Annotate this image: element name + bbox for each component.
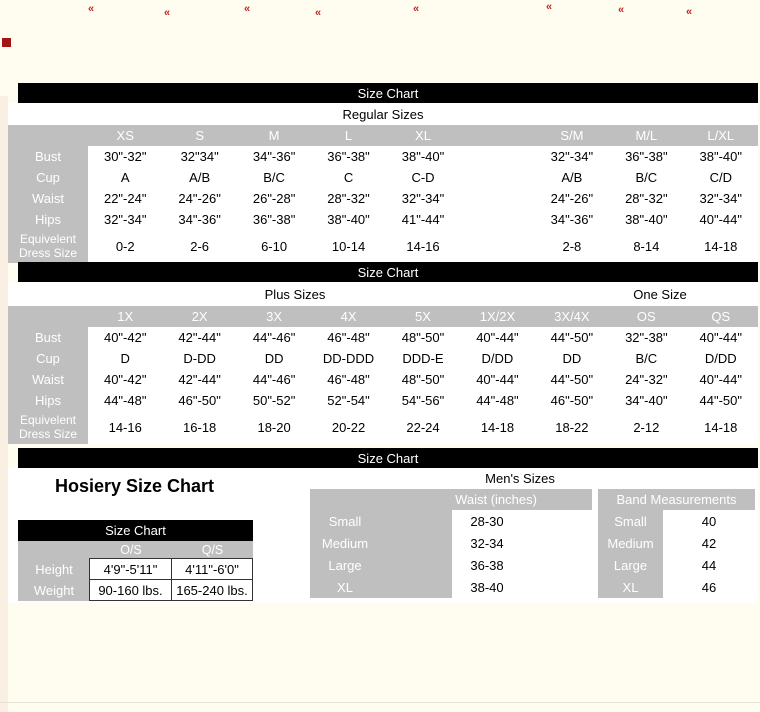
column-header: 2X: [162, 306, 236, 327]
table-cell: 44: [663, 554, 755, 576]
filler-cell: [380, 532, 452, 554]
column-header: QS: [684, 306, 758, 327]
table-cell: 38-40: [452, 576, 592, 598]
table-cell: 52"-54": [311, 390, 385, 411]
table-cell: D: [88, 348, 162, 369]
regular-sizes-table: [8, 125, 758, 263]
row-label: Waist: [8, 369, 88, 390]
table-cell: 40"-44": [460, 369, 534, 390]
table-cell: 14-18: [684, 230, 758, 263]
table-cell: D/DD: [460, 348, 534, 369]
table-cell: B/C: [609, 348, 683, 369]
table-cell: 2-8: [535, 230, 609, 263]
table-cell: 24"-32": [609, 369, 683, 390]
row-label: Medium: [310, 532, 380, 554]
table-cell: 42"-44": [162, 369, 236, 390]
column-header: L: [311, 125, 385, 146]
table-cell: 44"-50": [535, 327, 609, 348]
table-cell: DD: [237, 348, 311, 369]
table-cell: 28"-32": [609, 188, 683, 209]
row-label: Weight: [18, 580, 90, 601]
table-cell: 4'11"-6'0": [171, 558, 253, 580]
column-header: [460, 125, 534, 146]
table-row: [8, 230, 758, 263]
red-artifact-icon: «: [88, 3, 95, 15]
table-header-row: [8, 306, 758, 327]
red-artifact-icon: «: [164, 7, 171, 19]
red-artifact-icon: «: [546, 1, 553, 13]
table-cell: DDD-E: [386, 348, 460, 369]
row-label: Height: [18, 559, 90, 580]
table-cell: D-DD: [162, 348, 236, 369]
column-header: 5X: [386, 306, 460, 327]
filler-cell: [380, 510, 452, 532]
table-cell: 34"-40": [609, 390, 683, 411]
table-cell: 2-12: [609, 411, 683, 444]
table-row: [8, 188, 758, 209]
table-cell: 0-2: [88, 230, 162, 263]
table-cell: 40"-44": [684, 209, 758, 230]
table-row: [8, 327, 758, 348]
row-label: Equivelent Dress Size: [8, 230, 88, 263]
page-bottom-edge: [0, 702, 760, 703]
table-cell: 34"-36": [237, 146, 311, 167]
row-label: Waist: [8, 188, 88, 209]
row-label: XL: [310, 576, 380, 598]
row-label: Large: [310, 554, 380, 576]
column-header: XL: [386, 125, 460, 146]
table-cell: 36"-38": [609, 146, 683, 167]
row-label: Large: [598, 554, 663, 576]
filler-cell: [380, 576, 452, 598]
table-cell: 46"-48": [311, 327, 385, 348]
table-cell: 8-14: [609, 230, 683, 263]
table-cell: A/B: [162, 167, 236, 188]
table-cell: 6-10: [237, 230, 311, 263]
table-cell: 24"-26": [535, 188, 609, 209]
table-cell: 10-14: [311, 230, 385, 263]
row-label-spacer: [18, 541, 90, 559]
column-header: S/M: [535, 125, 609, 146]
row-label: Medium: [598, 532, 663, 554]
table-cell: 26"-28": [237, 188, 311, 209]
table-row: [8, 390, 758, 411]
table-cell: 165-240 lbs.: [171, 579, 253, 601]
subtitle-text: Regular Sizes: [342, 106, 424, 122]
table-cell: C: [311, 167, 385, 188]
table-cell: 40"-42": [88, 369, 162, 390]
table-row: [18, 559, 253, 580]
table-cell: A: [88, 167, 162, 188]
table-cell: 38"-40": [311, 209, 385, 230]
table-row: [8, 411, 758, 444]
regular-sizes-subtitle: [8, 103, 758, 125]
row-label-spacer: [8, 306, 88, 327]
row-label: Bust: [8, 146, 88, 167]
table-row: [310, 554, 592, 576]
table-row: [598, 576, 755, 598]
size-chart-bar-plus: [18, 262, 758, 282]
size-chart-bar-regular: [18, 83, 758, 103]
column-header: Q/S: [172, 541, 253, 559]
table-cell: 24"-26": [162, 188, 236, 209]
table-cell: 41"-44": [386, 209, 460, 230]
column-header: 4X: [311, 306, 385, 327]
table-cell: 20-22: [311, 411, 385, 444]
table-cell: 42"-44": [162, 327, 236, 348]
table-cell: [460, 167, 534, 188]
table-cell: [460, 146, 534, 167]
table-cell: 34"-36": [162, 209, 236, 230]
bar-title: Size Chart: [105, 523, 166, 538]
plus-sizes-table: [8, 306, 758, 444]
table-cell: 40"-44": [684, 327, 758, 348]
table-row: [8, 348, 758, 369]
column-header: 1X: [88, 306, 162, 327]
waist-table-header: Waist (inches): [310, 489, 592, 510]
table-cell: 40"-44": [460, 327, 534, 348]
table-cell: 18-22: [535, 411, 609, 444]
column-header: 1X/2X: [460, 306, 534, 327]
table-cell: 44"-50": [684, 390, 758, 411]
table-cell: 32"-34": [535, 146, 609, 167]
table-cell: 90-160 lbs.: [89, 579, 172, 601]
band-table-header: Band Measurements: [598, 489, 755, 510]
red-artifact-icon: «: [413, 3, 420, 15]
column-header: L/XL: [684, 125, 758, 146]
table-cell: 22-24: [386, 411, 460, 444]
column-header: 3X: [237, 306, 311, 327]
table-cell: [460, 188, 534, 209]
table-cell: C/D: [684, 167, 758, 188]
row-label: Cup: [8, 167, 88, 188]
table-cell: 38"-40": [386, 146, 460, 167]
table-cell: 32-34: [452, 532, 592, 554]
mens-waist-table: [310, 489, 592, 598]
hosiery-size-chart-bar: [18, 520, 253, 541]
table-cell: 46"-50": [162, 390, 236, 411]
table-cell: 14-18: [684, 411, 758, 444]
table-cell: 32"-38": [609, 327, 683, 348]
table-cell: 38"-40": [684, 146, 758, 167]
hosiery-table: [18, 541, 253, 601]
row-label: XL: [598, 576, 663, 598]
row-label: Small: [598, 510, 663, 532]
table-row: [8, 167, 758, 188]
page-edge-strip: [0, 96, 8, 712]
table-cell: 48"-50": [386, 327, 460, 348]
table-cell: [460, 230, 534, 263]
table-row: [8, 209, 758, 230]
table-cell: DD: [535, 348, 609, 369]
red-artifact-icon: «: [315, 7, 322, 19]
column-header: S: [162, 125, 236, 146]
table-row: [310, 532, 592, 554]
table-cell: 54"-56": [386, 390, 460, 411]
table-cell: 46: [663, 576, 755, 598]
hosiery-header-row: [18, 541, 253, 559]
table-cell: 36"-38": [311, 146, 385, 167]
one-size-subtitle: One Size: [633, 286, 687, 302]
table-cell: 44"-50": [535, 369, 609, 390]
red-artifact-icon: «: [686, 6, 693, 18]
column-header: XS: [88, 125, 162, 146]
red-artifact-icon: «: [244, 3, 251, 15]
table-cell: C-D: [386, 167, 460, 188]
table-cell: 18-20: [237, 411, 311, 444]
table-cell: 22"-24": [88, 188, 162, 209]
table-cell: 30"-32": [88, 146, 162, 167]
column-header: 3X/4X: [535, 306, 609, 327]
red-square-artifact-icon: [2, 38, 11, 47]
row-label: Equivelent Dress Size: [8, 411, 88, 444]
table-cell: 40: [663, 510, 755, 532]
table-cell: 32"-34": [684, 188, 758, 209]
column-header: M/L: [609, 125, 683, 146]
table-cell: 40"-44": [684, 369, 758, 390]
table-cell: 4'9"-5'11": [89, 558, 172, 580]
table-cell: 50"-52": [237, 390, 311, 411]
column-header: OS: [609, 306, 683, 327]
table-header-row: [8, 125, 758, 146]
table-cell: B/C: [609, 167, 683, 188]
table-cell: 14-18: [460, 411, 534, 444]
table-cell: 32"-34": [386, 188, 460, 209]
mens-band-table: [598, 489, 755, 598]
table-cell: DD-DDD: [311, 348, 385, 369]
table-row: [8, 369, 758, 390]
table-row: [18, 580, 253, 601]
bar-title: Size Chart: [357, 85, 419, 101]
table-cell: 40"-42": [88, 327, 162, 348]
table-row: [310, 510, 592, 532]
table-cell: 28"-32": [311, 188, 385, 209]
table-cell: 16-18: [162, 411, 236, 444]
table-cell: 14-16: [88, 411, 162, 444]
table-cell: 14-16: [386, 230, 460, 263]
red-artifact-icon: «: [618, 4, 625, 16]
mens-sizes-title: Men's Sizes: [485, 470, 555, 486]
table-cell: 2-6: [162, 230, 236, 263]
table-cell: 44"-46": [237, 327, 311, 348]
table-cell: 32"34": [162, 146, 236, 167]
row-label: Bust: [8, 327, 88, 348]
table-cell: B/C: [237, 167, 311, 188]
table-cell: 48"-50": [386, 369, 460, 390]
filler-cell: [380, 554, 452, 576]
column-header: O/S: [90, 541, 172, 559]
table-cell: 38"-40": [609, 209, 683, 230]
table-cell: 36-38: [452, 554, 592, 576]
table-cell: [460, 209, 534, 230]
table-cell: 32"-34": [88, 209, 162, 230]
column-header: M: [237, 125, 311, 146]
row-label: Hips: [8, 209, 88, 230]
table-cell: 42: [663, 532, 755, 554]
table-cell: A/B: [535, 167, 609, 188]
table-cell: 44"-48": [88, 390, 162, 411]
plus-one-size-subtitle-row: [8, 282, 758, 306]
table-cell: 34"-36": [535, 209, 609, 230]
size-chart-bar-bottom: [18, 448, 758, 468]
table-row: [598, 532, 755, 554]
table-cell: 36"-38": [237, 209, 311, 230]
table-cell: 44"-46": [237, 369, 311, 390]
table-cell: 46"-50": [535, 390, 609, 411]
row-label: Hips: [8, 390, 88, 411]
table-cell: 44"-48": [460, 390, 534, 411]
plus-sizes-subtitle: Plus Sizes: [264, 286, 326, 302]
table-cell: 28-30: [452, 510, 592, 532]
bar-title: Size Chart: [357, 450, 419, 466]
table-row: [598, 554, 755, 576]
table-cell: 46"-48": [311, 369, 385, 390]
row-label: Cup: [8, 348, 88, 369]
row-label: Small: [310, 510, 380, 532]
row-label-spacer: [8, 125, 88, 146]
table-row: [8, 146, 758, 167]
hosiery-title: Hosiery Size Chart: [55, 476, 215, 496]
table-row: [598, 510, 755, 532]
table-cell: D/DD: [684, 348, 758, 369]
table-row: [310, 576, 592, 598]
bar-title: Size Chart: [357, 264, 419, 280]
